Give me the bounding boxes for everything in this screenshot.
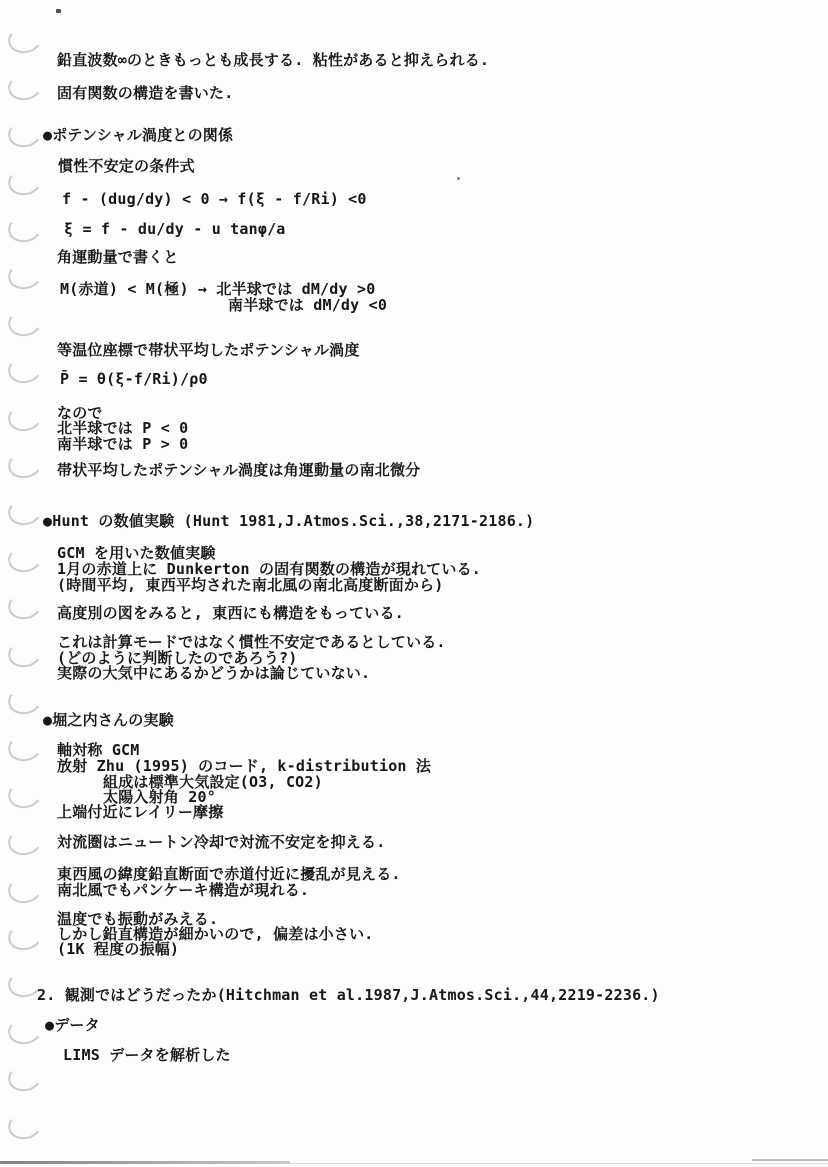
binding-hole-mark (6, 872, 45, 905)
text-line: 南北風でもパンケーキ構造が現れる. (57, 881, 310, 899)
binding-hole-mark (6, 825, 45, 858)
binding-hole-mark (6, 448, 45, 481)
text-line: 角運動量で書くと (57, 248, 179, 266)
binding-hole-mark (6, 495, 45, 528)
text-line: 温度でも振動がみえる. (57, 910, 219, 928)
binding-hole-mark (6, 400, 45, 433)
text-line: 固有関数の構造を書いた. (57, 84, 234, 102)
text-line: 北半球では P < 0 (57, 419, 189, 437)
section-heading: ●Hunt の数値実験 (Hunt 1981,J.Atmos.Sci.,38,2171-2186.) (43, 512, 535, 530)
text-line: 放射 Zhu (1995) のコード, k-distribution 法 (57, 757, 432, 775)
formula-line: M(赤道) < M(極) → 北半球では dM/dy >0 (60, 280, 376, 298)
binding-hole-mark (6, 70, 45, 103)
formula-line: ξ = f - du/dy - u tanφ/a (64, 220, 286, 238)
binding-hole-mark (6, 542, 45, 575)
formula-line: P̄ = θ(ξ-f/Ri)/ρ0 (60, 370, 208, 388)
text-line: 上端付近にレイリー摩擦 (57, 803, 224, 821)
binding-hole-mark (6, 259, 45, 292)
binding-hole-mark (6, 589, 45, 622)
binding-hole-mark (6, 1108, 45, 1141)
binding-hole-mark (6, 731, 45, 764)
binding-hole-mark (6, 353, 45, 386)
formula-line: 南半球では dM/dy <0 (228, 296, 388, 314)
text-line: 南半球では P > 0 (57, 435, 189, 453)
text-line: 等温位座標で帯状平均したポテンシャル渦度 (57, 341, 360, 359)
text-line: 1月の赤道上に Dunkerton の固有関数の構造が現れている. (57, 560, 482, 578)
text-line: GCM を用いた数値実験 (57, 544, 216, 562)
binding-hole-mark (6, 920, 45, 953)
text-line: 慣性不安定の条件式 (58, 157, 195, 175)
binding-hole-mark (6, 684, 45, 717)
scan-edge-shadow (0, 1161, 290, 1164)
scan-speck (457, 177, 460, 180)
section-heading: ●ポテンシャル渦度との関係 (43, 126, 234, 144)
section-heading: ●堀之内さんの実験 (43, 711, 174, 729)
text-line: 対流圏はニュートン冷却で対流不安定を抑える. (57, 833, 386, 851)
text-line: (どのように判断したのであろう?) (57, 649, 298, 667)
text-line: 太陽入射角 20° (103, 788, 216, 806)
text-line: なので (57, 404, 103, 422)
text-line: 鉛直波数∞のときもっとも成長する. 粘性があると抑えられる. (57, 51, 490, 69)
text-line: しかし鉛直構造が細かいので, 偏差は小さい. (57, 925, 374, 943)
section-heading: ●データ (45, 1016, 100, 1034)
binding-hole-mark (6, 212, 45, 245)
binding-hole-mark (6, 306, 45, 339)
binding-hole-mark (6, 164, 45, 197)
text-line: 東西風の緯度鉛直断面で赤道付近に擾乱が見える. (57, 865, 401, 883)
binding-hole-mark (6, 117, 45, 150)
text-line: LIMS データを解析した (63, 1046, 231, 1064)
text-line: (1K 程度の振幅) (57, 940, 180, 958)
numbered-heading: 2. 観測ではどうだったか(Hitchman et al.1987,J.Atmos.Sci.,44,2219-2236.) (37, 986, 660, 1004)
binding-hole-mark (6, 1061, 45, 1094)
binding-hole-mark (6, 1014, 45, 1047)
binding-hole-mark (6, 23, 45, 56)
scan-edge-shadow (752, 1159, 828, 1161)
text-line: 実際の大気中にあるかどうかは論じていない. (57, 664, 371, 682)
text-line: これは計算モードではなく慣性不安定であるとしている. (57, 633, 446, 651)
scan-speck (56, 9, 61, 13)
text-line: 組成は標準大気設定(O3, CO2) (103, 773, 323, 791)
binding-hole-mark (6, 636, 45, 669)
formula-line: f - (dug/dy) < 0 → f(ξ - f/Ri) <0 (62, 190, 367, 208)
text-line: 軸対称 GCM (57, 741, 140, 759)
text-line: (時間平均, 東西平均された南北風の南北高度断面から) (57, 576, 444, 594)
text-line: 高度別の図をみると, 東西にも構造をもっている. (57, 604, 404, 622)
binding-hole-mark (6, 778, 45, 811)
text-line: 帯状平均したポテンシャル渦度は角運動量の南北微分 (57, 461, 421, 479)
